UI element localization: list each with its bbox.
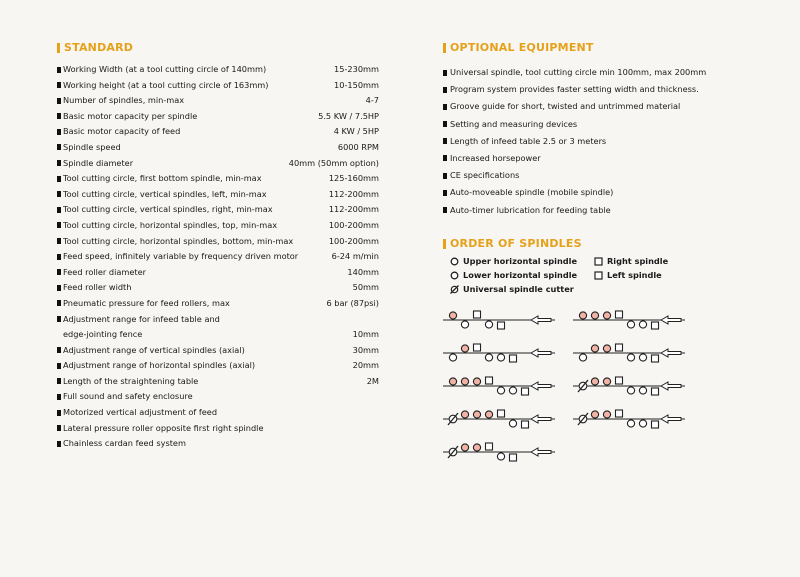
upper-spindle-mark — [603, 411, 610, 418]
legend-universal — [450, 282, 574, 296]
spec-label: Chainless cardan feed system — [63, 438, 186, 449]
upper-spindle-mark — [473, 378, 480, 385]
spec-label: Number of spindles, min-max — [63, 95, 185, 106]
bullet-marker — [443, 207, 447, 213]
spec-value: 40mm (50mm option) — [288, 157, 379, 168]
spec-label: Pneumatic pressure for feed rollers, max — [63, 297, 230, 308]
bullet-marker — [57, 394, 61, 400]
left-spindle-mark — [522, 388, 529, 395]
standard-title: STANDARD — [64, 41, 134, 54]
feed-arrow-icon — [531, 448, 551, 456]
bullet-marker — [57, 300, 61, 306]
upper-spindle-mark — [591, 378, 598, 385]
universal-spindle-icon — [450, 285, 459, 294]
spindle-order-diagram — [573, 341, 685, 367]
spec-row — [57, 280, 387, 296]
upper-spindle-mark — [579, 312, 586, 319]
spec-label: Tool cutting circle, first bottom spindle, min-max — [63, 173, 262, 184]
spec-label: Basic motor capacity of feed — [63, 126, 181, 137]
left-spindle-icon — [594, 271, 603, 280]
optional-item-label: Setting and measuring devices — [450, 118, 578, 129]
lower-spindle-mark — [639, 420, 646, 427]
spec-value: 10mm — [352, 329, 379, 340]
upper-spindle-mark — [461, 411, 468, 418]
spec-label: Tool cutting circle, vertical spindles, left, min-max — [63, 188, 267, 199]
spec-row — [57, 249, 387, 265]
lower-spindle-mark — [639, 321, 646, 328]
spec-label: Lateral pressure roller opposite first right spindle — [63, 422, 264, 433]
spec-row — [57, 436, 387, 452]
left-spindle-mark — [510, 454, 517, 461]
lower-spindle-mark — [497, 354, 504, 361]
right-spindle-mark — [474, 311, 481, 318]
spec-label: Spindle speed — [63, 141, 121, 152]
spec-label: Full sound and safety enclosure — [63, 391, 193, 402]
bullet-marker — [57, 82, 61, 88]
spec-label: Adjustment range of vertical spindles (axial) — [63, 344, 245, 355]
optional-item — [443, 202, 743, 219]
legend-left-label: Left spindle — [607, 270, 662, 280]
spindle-order-diagram — [443, 440, 555, 466]
lower-spindle-mark — [627, 387, 634, 394]
upper-spindle-mark — [603, 312, 610, 319]
bullet-marker — [443, 104, 447, 110]
spec-row — [57, 171, 387, 187]
lower-spindle-mark — [627, 321, 634, 328]
upper-spindle-mark — [485, 411, 492, 418]
bullet-marker — [57, 316, 61, 322]
upper-spindle-mark — [449, 312, 456, 319]
upper-spindle-mark — [591, 345, 598, 352]
spec-label: Tool cutting circle, horizontal spindles, top, min-max — [63, 219, 278, 230]
optional-item — [443, 133, 743, 150]
optional-item — [443, 184, 743, 201]
bullet-marker — [57, 254, 61, 260]
spec-row — [57, 187, 387, 203]
right-spindle-mark — [498, 410, 505, 417]
feed-arrow-icon — [661, 349, 681, 357]
spindles-heading — [443, 237, 582, 250]
bullet-marker — [443, 138, 447, 144]
upper-spindle-mark — [461, 444, 468, 451]
optional-equipment-list — [443, 64, 743, 219]
spindle-order-diagram — [573, 308, 685, 334]
lower-spindle-mark — [627, 354, 634, 361]
optional-item — [443, 116, 743, 133]
legend-left — [594, 268, 662, 282]
legend-universal-label: Universal spindle cutter — [463, 284, 574, 294]
bullet-marker — [57, 425, 61, 431]
optional-heading — [443, 41, 594, 54]
lower-spindle-mark — [485, 321, 492, 328]
left-spindle-mark — [522, 421, 529, 428]
lower-spindle-mark — [497, 387, 504, 394]
feed-arrow-icon — [531, 349, 551, 357]
spec-label: Adjustment range for infeed table and — [63, 313, 220, 324]
heading-marker — [57, 43, 60, 53]
spec-row — [57, 156, 387, 172]
optional-item-label: Increased horsepower — [450, 152, 541, 163]
spindle-order-diagram — [443, 308, 555, 334]
left-spindle-mark — [652, 355, 659, 362]
spindle-order-diagram — [573, 407, 685, 433]
right-spindle-icon — [594, 257, 603, 266]
spec-label: Spindle diameter — [63, 157, 134, 168]
spec-row — [57, 405, 387, 421]
legend-upper — [450, 254, 577, 268]
standard-heading — [57, 41, 133, 54]
lower-spindle-mark — [509, 387, 516, 394]
spindles-title: ORDER OF SPINDLES — [450, 237, 582, 250]
bullet-marker — [57, 410, 61, 416]
legend-right-label: Right spindle — [607, 256, 669, 266]
bullet-marker — [57, 176, 61, 182]
upper-spindle-mark — [591, 411, 598, 418]
optional-item — [443, 64, 743, 81]
upper-spindle-icon — [450, 257, 459, 266]
right-spindle-mark — [486, 377, 493, 384]
upper-spindle-mark — [461, 345, 468, 352]
optional-item-label: Auto-timer lubrication for feeding table — [450, 204, 611, 215]
legend-upper-label: Upper horizontal spindle — [463, 256, 578, 266]
spec-value: 125-160mm — [328, 173, 379, 184]
spec-row — [57, 358, 387, 374]
bullet-marker — [57, 378, 61, 384]
spec-value: 10-150mm — [334, 79, 379, 90]
bullet-marker — [57, 347, 61, 353]
spindle-order-diagram — [443, 341, 555, 367]
lower-spindle-mark — [639, 387, 646, 394]
spec-row — [57, 93, 387, 109]
spec-label: Adjustment range of horizontal spindles (axial) — [63, 360, 256, 371]
bullet-marker — [443, 87, 447, 93]
heading-marker — [443, 43, 446, 53]
optional-item-label: Length of infeed table 2.5 or 3 meters — [450, 135, 607, 146]
legend-lower — [450, 268, 577, 282]
bullet-marker — [57, 222, 61, 228]
spec-label: Working height (at a tool cutting circle of 163mm) — [63, 79, 269, 90]
spec-value: 30mm — [352, 344, 379, 355]
bullet-marker — [57, 191, 61, 197]
spec-value: 4-7 — [365, 95, 379, 106]
right-spindle-mark — [616, 377, 623, 384]
bullet-marker — [443, 173, 447, 179]
spec-value: 100-200mm — [328, 219, 379, 230]
feed-arrow-icon — [531, 316, 551, 324]
bullet-marker — [443, 70, 447, 76]
left-spindle-mark — [652, 322, 659, 329]
optional-item-label: Auto-moveable spindle (mobile spindle) — [450, 187, 614, 198]
lower-spindle-mark — [639, 354, 646, 361]
spec-label: edge-jointing fence — [63, 329, 143, 340]
spec-label: Feed roller diameter — [63, 266, 147, 277]
legend-lower-label: Lower horizontal spindle — [463, 270, 578, 280]
optional-item-label: CE specifications — [450, 170, 520, 181]
spec-label: Basic motor capacity per spindle — [63, 110, 198, 121]
spec-label: Working Width (at a tool cutting circle of 140mm) — [63, 64, 267, 74]
bullet-marker — [57, 363, 61, 369]
spec-value: 6000 RPM — [337, 141, 379, 152]
upper-spindle-mark — [603, 345, 610, 352]
spec-row — [57, 234, 387, 250]
spec-label: Feed speed, infinitely variable by frequency driven motor — [63, 251, 299, 262]
right-spindle-mark — [616, 410, 623, 417]
spec-label: Length of the straightening table — [63, 375, 199, 386]
spec-label: Tool cutting circle, horizontal spindles, bottom, min-max — [63, 235, 294, 246]
spec-label: Motorized vertical adjustment of feed — [63, 407, 218, 418]
left-spindle-mark — [652, 421, 659, 428]
spindle-order-diagram — [573, 374, 685, 400]
bullet-marker — [57, 67, 61, 73]
spec-row — [57, 296, 387, 312]
spec-value: 50mm — [352, 282, 379, 293]
spec-value: 5.5 KW / 7.5HP — [318, 110, 379, 121]
optional-item — [443, 167, 743, 184]
upper-spindle-mark — [461, 378, 468, 385]
spec-row — [57, 265, 387, 281]
bullet-marker — [57, 332, 61, 338]
feed-arrow-icon — [661, 382, 681, 390]
spec-row — [57, 202, 387, 218]
bullet-marker — [57, 238, 61, 244]
bullet-marker — [57, 269, 61, 275]
spec-row — [57, 218, 387, 234]
spec-row — [57, 78, 387, 94]
bullet-marker — [443, 155, 447, 161]
bullet-marker — [57, 441, 61, 447]
bullet-marker — [443, 121, 447, 127]
upper-spindle-mark — [449, 378, 456, 385]
spec-row — [57, 343, 387, 359]
spec-row — [57, 124, 387, 140]
spec-row — [57, 421, 387, 437]
bullet-marker — [57, 129, 61, 135]
bullet-marker — [57, 207, 61, 213]
spec-value: 100-200mm — [328, 235, 379, 246]
spec-value: 2M — [366, 375, 379, 386]
lower-spindle-mark — [485, 354, 492, 361]
spec-row — [57, 374, 387, 390]
spec-row — [57, 62, 387, 78]
lower-spindle-mark — [449, 354, 456, 361]
spec-label: Tool cutting circle, vertical spindles, right, min-max — [63, 204, 273, 215]
left-spindle-mark — [652, 388, 659, 395]
bullet-marker — [443, 190, 447, 196]
right-spindle-mark — [616, 311, 623, 318]
feed-arrow-icon — [661, 316, 681, 324]
spec-value: 6 bar (87psi) — [326, 297, 379, 308]
upper-spindle-mark — [591, 312, 598, 319]
left-spindle-mark — [498, 322, 505, 329]
optional-item — [443, 98, 743, 115]
optional-item — [443, 150, 743, 167]
optional-item-label: Program system provides faster setting width and thickness. — [450, 84, 699, 95]
spec-value: 112-200mm — [328, 188, 379, 199]
spec-row — [57, 109, 387, 125]
bullet-marker — [57, 144, 61, 150]
heading-marker — [443, 239, 446, 249]
upper-spindle-mark — [473, 444, 480, 451]
upper-spindle-mark — [603, 378, 610, 385]
spindle-order-diagram — [443, 374, 555, 400]
spec-value: 140mm — [347, 266, 379, 277]
right-spindle-mark — [616, 344, 623, 351]
spec-row — [57, 312, 387, 328]
optional-item-label: Groove guide for short, twisted and untrimmed material — [450, 101, 681, 112]
bullet-marker — [57, 98, 61, 104]
optional-item — [443, 81, 743, 98]
lower-spindle-mark — [497, 453, 504, 460]
lower-spindle-mark — [509, 420, 516, 427]
lower-spindle-mark — [461, 321, 468, 328]
bullet-marker — [57, 285, 61, 291]
right-spindle-mark — [474, 344, 481, 351]
spec-row — [57, 140, 387, 156]
optional-item-label: Universal spindle, tool cutting circle min 100mm, max 200mm — [450, 67, 707, 77]
feed-arrow-icon — [661, 415, 681, 423]
lower-spindle-mark — [579, 354, 586, 361]
lower-spindle-icon — [450, 271, 459, 280]
legend-right — [594, 254, 668, 268]
bullet-marker — [57, 113, 61, 119]
standard-spec-list — [57, 62, 387, 452]
spec-value: 4 KW / 5HP — [333, 126, 379, 137]
spec-label: Feed roller width — [63, 282, 132, 293]
spec-value: 20mm — [352, 360, 379, 371]
upper-spindle-mark — [473, 411, 480, 418]
spec-value: 6-24 m/min — [331, 251, 379, 262]
bullet-marker — [57, 160, 61, 166]
left-spindle-mark — [510, 355, 517, 362]
feed-arrow-icon — [531, 415, 551, 423]
optional-title: OPTIONAL EQUIPMENT — [450, 41, 594, 54]
spec-row — [57, 389, 387, 405]
spec-row — [57, 327, 387, 343]
feed-arrow-icon — [531, 382, 551, 390]
spec-value: 112-200mm — [328, 204, 379, 215]
right-spindle-mark — [486, 443, 493, 450]
spindle-order-diagram — [443, 407, 555, 433]
spec-value: 15-230mm — [334, 64, 379, 74]
lower-spindle-mark — [627, 420, 634, 427]
